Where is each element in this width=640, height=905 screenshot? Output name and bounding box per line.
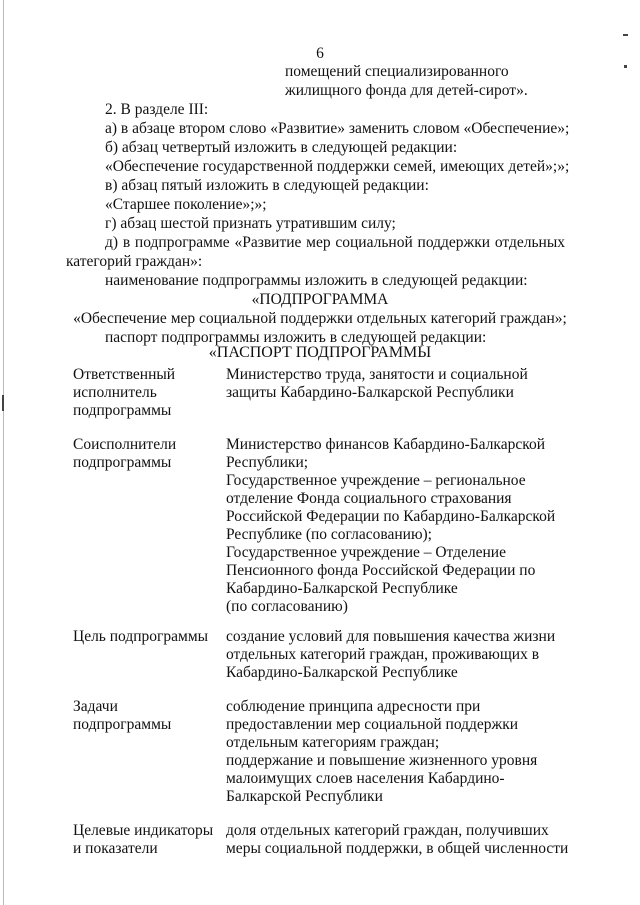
subprogram-heading: «ПОДПРОГРАММА [251, 291, 389, 308]
passport-label-indicators: Целевые индикаторы и показатели [73, 822, 214, 857]
section-heading: 2. В разделе III: [105, 101, 209, 118]
passport-label-tasks: Задачи подпрограммы [73, 698, 172, 733]
passport-label-goal: Цель подпрограммы [73, 628, 209, 645]
text-line: наименование подпрограммы изложить в следующей редакции: [105, 272, 528, 289]
scan-mark [624, 65, 627, 68]
passport-value-indicators: доля отдельных категорий граждан, получивших меры социальной поддержки, в общей численности [226, 822, 569, 857]
text-line: жилищного фонда для детей-сирот». [285, 82, 528, 99]
subprogram-name: «Обеспечение мер социальной поддержки отдельных категорий граждан»; [73, 310, 567, 327]
text-line: паспорт подпрограммы изложить в следующей редакции: [105, 329, 487, 346]
text-line: б) абзац четвертый изложить в следующей редакции: [105, 139, 458, 156]
page-number: 6 [316, 45, 324, 62]
passport-title: «ПАСПОРТ ПОДПРОГРАММЫ [208, 344, 432, 361]
passport-value-tasks: соблюдение принципа адресности при предоставлении мер социальной поддержки отдельным категориям граждан; поддержание и повышение жизненного уровня малоимущих слоев населения Кабардино- Балкарской Республики [226, 698, 538, 805]
text-line: а) в абзаце втором слово «Развитие» заменить словом «Обеспечение»; [105, 120, 570, 137]
text-line: г) абзац шестой признать утратившим силу; [105, 215, 396, 232]
text-line: «Обеспечение государственной поддержки семей, имеющих детей»;»; [105, 158, 570, 175]
text-line: «Старшее поколение»;»; [105, 196, 267, 213]
passport-value-goal: создание условий для повышения качества жизни отдельных категорий граждан, проживающих в Кабардино-Балкарской Республике [226, 628, 556, 681]
passport-value-coexecutors: Министерство финансов Кабардино-Балкарской Республики; Государственное учреждение – региональное отделение Фонда социального страхования Российской Федерации по Кабардино-Балкарской Республике (по согласованию); Государственное учреждение – Отделение Пенсионного фонда Российской Федерации по Кабардино-Балкарской Республике (по согласованию) [226, 436, 556, 615]
scan-mark [2, 395, 4, 411]
text-line: категорий граждан»: [66, 253, 203, 270]
scan-mark [623, 34, 628, 36]
scan-edge-mark [3, 0, 4, 905]
text-line: помещений специализированного [285, 63, 509, 80]
text-line: д) в подпрограмме «Развитие мер социальной поддержки отдельных [105, 234, 565, 251]
text-line: в) абзац пятый изложить в следующей редакции: [105, 177, 429, 194]
passport-label-responsible: Ответственный исполнитель подпрограммы [73, 366, 176, 419]
passport-value-responsible: Министерство труда, занятости и социальной защиты Кабардино-Балкарской Республики [226, 366, 528, 401]
passport-label-coexecutors: Соисполнители подпрограммы [73, 436, 177, 471]
